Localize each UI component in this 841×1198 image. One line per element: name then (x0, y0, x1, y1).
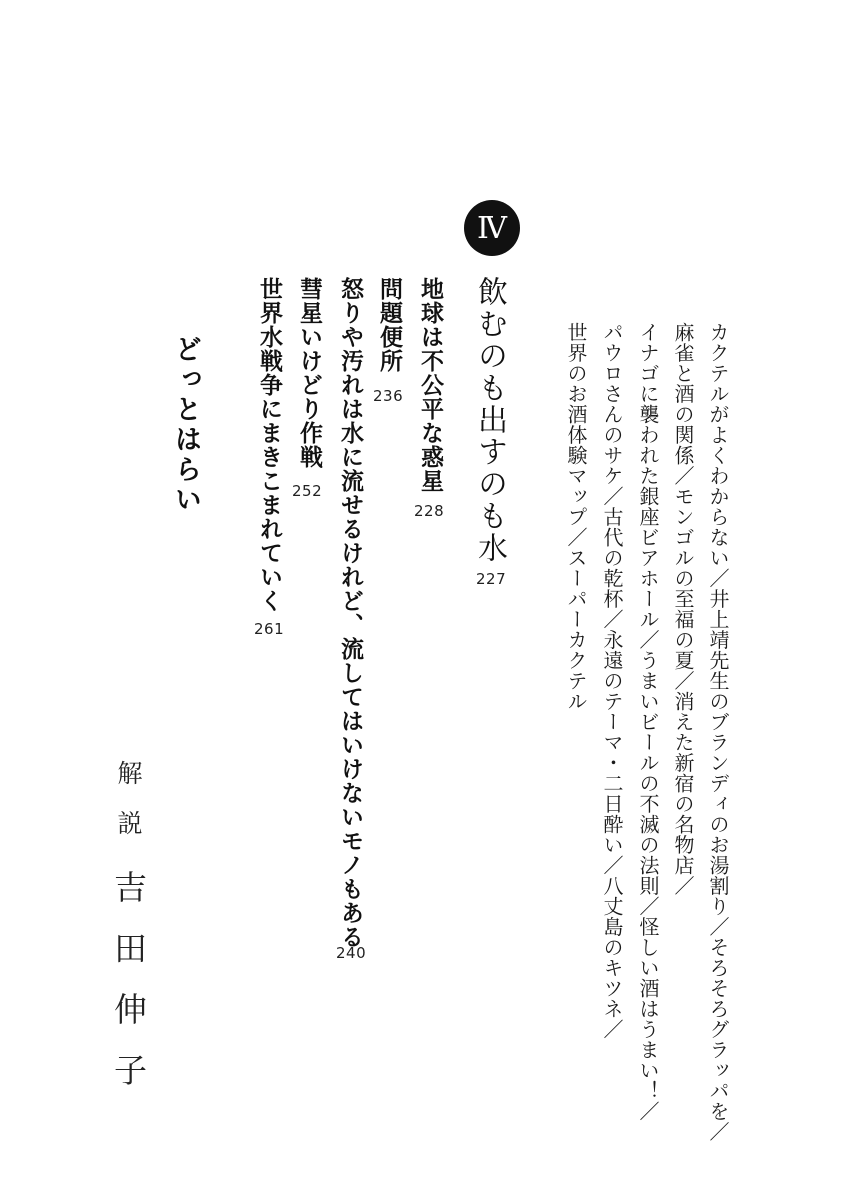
chapter-number-badge (464, 200, 520, 256)
toc-entry-5-page: 261 (254, 620, 285, 638)
toc-entry-1-title: 地球は不公平な惑星 (417, 277, 443, 493)
toc-entry-3-page: 240 (336, 944, 367, 962)
commentary-label: 解説 (114, 760, 143, 860)
chapter-note-line-1: カクテルがよくわからない／井上靖先生のブランディのお湯割り／そろそろグラッパを／ (706, 322, 730, 1142)
chapter-title: 飲むのも出すのも水 (472, 276, 507, 564)
toc-entry-2-page: 236 (373, 387, 404, 405)
chapter-note-line-4: パウロさんのサケ／古代の乾杯／永遠のテーマ・二日酔い／八丈島のキツネ／ (600, 322, 624, 1040)
toc-entry-4-title: 彗星いけどり作戦 (296, 277, 322, 469)
chapter-note-line-5: 世界のお酒体験マップ／スーパーカクテル (564, 322, 588, 712)
commentary-author: 吉田伸子 (109, 870, 148, 1114)
toc-entry-4-page: 252 (292, 482, 323, 500)
closing-section-title: どっとはらい (170, 335, 201, 515)
chapter-numeral: Ⅳ (477, 210, 507, 246)
toc-entry-5-title: 世界水戦争にまきこまれていく (256, 277, 282, 613)
toc-entry-2-title: 問題便所 (376, 277, 402, 373)
chapter-title-page-number: 227 (476, 570, 507, 588)
toc-entry-1-page: 228 (414, 502, 445, 520)
chapter-note-line-3: イナゴに襲われた銀座ビアホール／うまいビールの不滅の法則／怪しい酒はうまい！／ (636, 322, 660, 1122)
chapter-note-line-2: 麻雀と酒の関係／モンゴルの至福の夏／消えた新宿の名物店／ (671, 322, 695, 896)
toc-entry-3-title: 怒りや汚れは水に流せるけれど、流してはいけないモノもある (337, 277, 363, 949)
